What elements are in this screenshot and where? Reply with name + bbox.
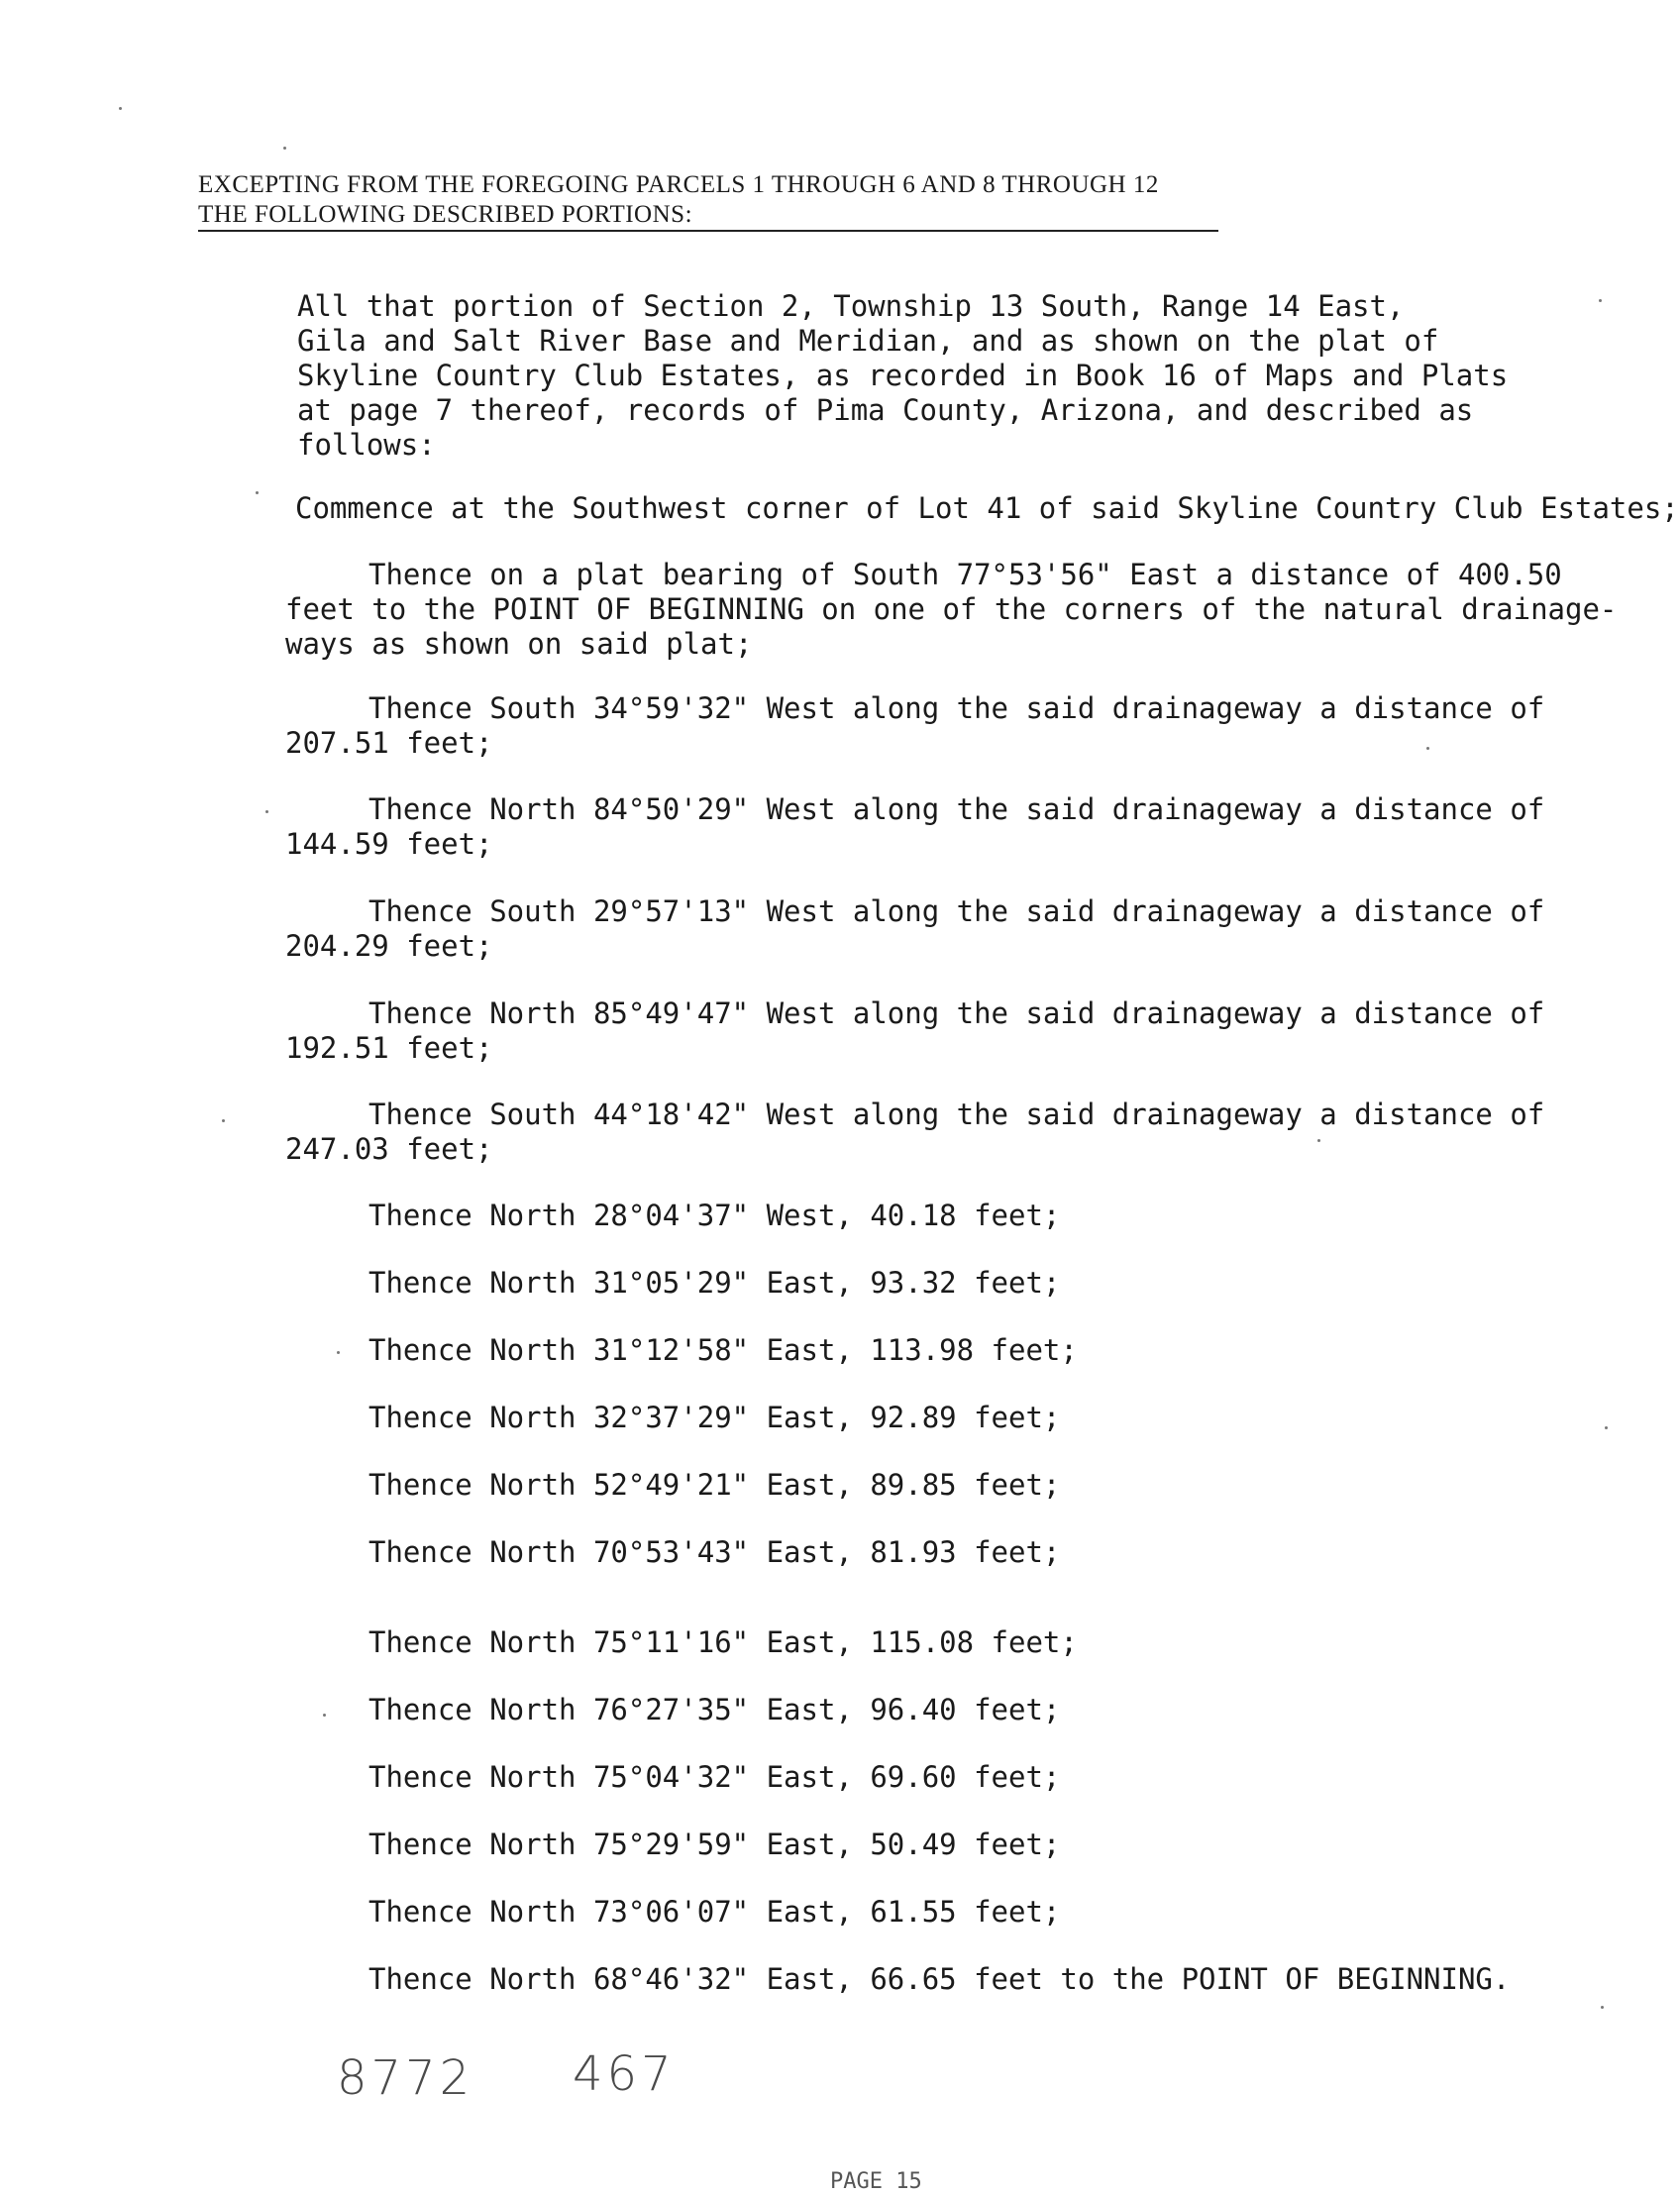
course-paragraph xyxy=(285,1097,1544,1167)
intro-line: All that portion of Section 2, Township 13 South, Range 14 East, xyxy=(297,289,1405,323)
course-line: Thence North 70°53'43" East, 81.93 feet; xyxy=(368,1535,1061,1569)
book-stamp: 8772 xyxy=(337,2050,474,2106)
scan-speck xyxy=(337,1351,340,1354)
intro-line: at page 7 thereof, records of Pima County, Arizona, and described as xyxy=(297,393,1474,427)
intro-line: Gila and Salt River Base and Meridian, and as shown on the plat of xyxy=(297,324,1439,358)
course-line: Thence North 73°06'07" East, 61.55 feet; xyxy=(368,1895,1061,1929)
course-line: Thence North 68°46'32" East, 66.65 feet to the POINT OF BEGINNING. xyxy=(368,1962,1511,1996)
scan-speck xyxy=(1601,2006,1604,2009)
course-line: 204.29 feet; xyxy=(285,929,493,963)
course-paragraph xyxy=(285,996,1544,1066)
intro-line: follows: xyxy=(297,428,436,462)
scan-speck xyxy=(265,810,268,813)
commence-line: Commence at the Southwest corner of Lot 41 of said Skyline Country Club Estates; xyxy=(295,491,1679,525)
course-line: Thence North 76°27'35" East, 96.40 feet; xyxy=(368,1693,1061,1726)
scan-speck xyxy=(1599,299,1602,302)
course-line: 207.51 feet; xyxy=(285,726,493,760)
heading-line-2: THE FOLLOWING DESCRIBED PORTIONS: xyxy=(198,201,693,228)
scan-speck xyxy=(1426,747,1429,750)
scan-speck xyxy=(256,491,259,494)
course-line: ways as shown on said plat; xyxy=(285,627,753,661)
scan-speck xyxy=(222,1119,225,1122)
course-line: Thence North 31°12'58" East, 113.98 feet; xyxy=(368,1333,1078,1367)
course-line: Thence South 34°59'32" West along the said drainageway a distance of xyxy=(368,691,1545,725)
course-line: Thence North 28°04'37" West, 40.18 feet; xyxy=(368,1199,1061,1232)
course-line: 247.03 feet; xyxy=(285,1132,493,1166)
scan-speck xyxy=(323,1714,326,1717)
course-paragraph xyxy=(285,792,1544,862)
course-line: Thence South 29°57'13" West along the said drainageway a distance of xyxy=(368,894,1545,928)
course-line: Thence North 75°11'16" East, 115.08 feet; xyxy=(368,1625,1078,1659)
course-line: Thence North 32°37'29" East, 92.89 feet; xyxy=(368,1401,1061,1434)
intro-paragraph xyxy=(297,289,1508,463)
course-line: 192.51 feet; xyxy=(285,1031,493,1065)
intro-line: Skyline Country Club Estates, as recorded in Book 16 of Maps and Plats xyxy=(297,359,1509,392)
course-line: Thence on a plat bearing of South 77°53'56" East a distance of 400.50 xyxy=(368,558,1562,591)
course-line: Thence North 52°49'21" East, 89.85 feet; xyxy=(368,1468,1061,1502)
course-line: 144.59 feet; xyxy=(285,827,493,861)
course-line: Thence North 85°49'47" West along the said drainageway a distance of xyxy=(368,996,1545,1030)
course-line: Thence North 84°50'29" West along the said drainageway a distance of xyxy=(368,792,1545,826)
scan-speck xyxy=(119,107,122,110)
course-line: Thence North 31°05'29" East, 93.32 feet; xyxy=(368,1266,1061,1300)
scan-speck xyxy=(1317,1139,1320,1142)
heading-line-1: EXCEPTING FROM THE FOREGOING PARCELS 1 THROUGH 6 AND 8 THROUGH 12 xyxy=(198,171,1159,198)
heading-underline xyxy=(198,230,1218,232)
course-line: Thence North 75°29'59" East, 50.49 feet; xyxy=(368,1828,1061,1861)
course-paragraph xyxy=(285,894,1544,964)
course-line: Thence South 44°18'42" West along the said drainageway a distance of xyxy=(368,1097,1545,1131)
scan-speck xyxy=(1605,1426,1608,1429)
page-stamp: 467 xyxy=(573,2046,676,2102)
page-footer: PAGE 15 xyxy=(830,2169,922,2194)
course-line: Thence North 75°04'32" East, 69.60 feet; xyxy=(368,1760,1061,1794)
course-paragraph xyxy=(285,558,1617,662)
course-paragraph xyxy=(285,691,1544,761)
course-line: feet to the POINT OF BEGINNING on one of the corners of the natural drainage- xyxy=(285,592,1618,626)
scan-speck xyxy=(283,147,286,150)
